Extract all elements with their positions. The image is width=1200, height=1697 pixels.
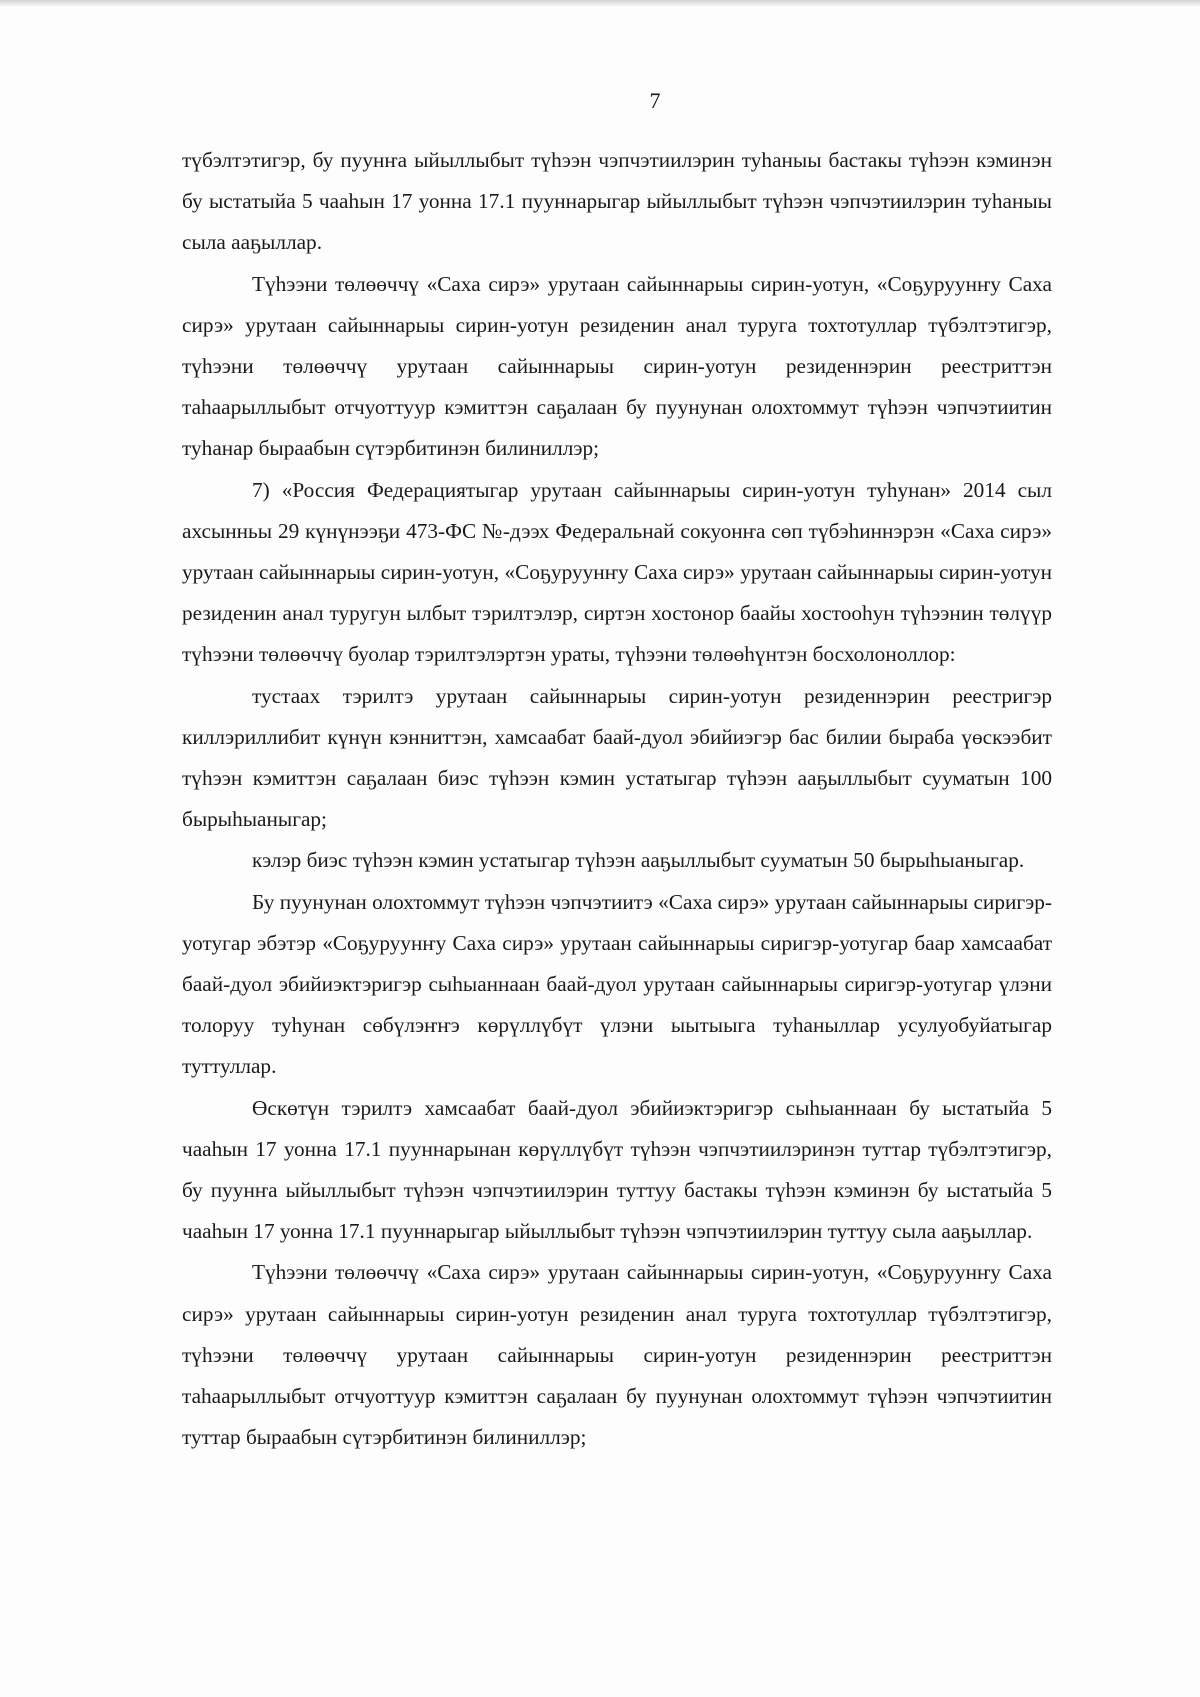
paragraph: түбэлтэтигэр, бу пуунҥа ыйыллыбыт түһээн чэпчэтиилэрин туһаныы бастакы түһээн кэминэн бу ыстатыйа 5 чааһын 17 уонна 17.1 пууннарыгар ыйыллыбыт түһээн чэпчэтиилэрин туһаныы сыла ааҕыллар. xyxy=(182,148,1052,255)
paragraph: Түһээни төлөөччү «Саха сирэ» урутаан сайыннарыы сирин-уотун, «Соҕуруунҥу Саха сирэ» урутаан сайыннарыы сирин-уотун резиденин анал туруга тохтотуллар түбэлтэтигэр, түһээни төлөөччү урутаан сайыннарыы сирин-уотун резиденнэрин реестриттэн таһаарыллыбыт отчуоттуур кэмиттэн саҕалаан бу пуунунан олохтоммут түһээн чэпчэтиитин туттар быраабын сүтэрбитинэн билиниллэр; xyxy=(182,1260,1052,1450)
paragraph: Өскөтүн тэрилтэ хамсаабат баай-дуол эбийиэктэригэр сыһыаннаан бу ыстатыйа 5 чааһын 17 уонна 17.1 пууннарынан көрүллүбүт түһээн чэпчэтиилэринэн туттар түбэлтэтигэр, бу пуунҥа ыйыллыбыт түһээн чэпчэтиилэрин туттуу бастакы түһээн кэминэн бу ыстатыйа 5 чааһын 17 уонна 17.1 пууннарыгар ыйыллыбыт түһээн чэпчэтиилэрин туттуу сыла ааҕыллар. xyxy=(182,1095,1052,1244)
paragraph: Түһээни төлөөччү «Саха сирэ» урутаан сайыннарыы сирин-уотун, «Соҕуруунҥу Саха сирэ» урутаан сайыннарыы сирин-уотун резиденин анал туруга тохтотуллар түбэлтэтигэр, түһээни төлөөччү урутаан сайыннарыы сирин-уотун резиденнэрин реестриттэн таһаарыллыбыт отчуоттуур кэмиттэн саҕалаан бу пуунунан олохтоммут түһээн чэпчэтиитин туһанар быраабын сүтэрбитинэн билиниллэр; xyxy=(182,271,1052,461)
document-body xyxy=(182,140,1052,1459)
paragraph: кэлэр биэс түһээн кэмин устатыгар түһээн ааҕыллыбыт сууматын 50 бырыһыаныгар. xyxy=(252,848,1025,873)
paragraph: 7) «Россия Федерациятыгар урутаан сайыннарыы сирин-уотун туһунан» 2014 сыл ахсынньы 29 күнүнээҕи 473-ФС №-дээх Федеральнай сокуонҥа сөп түбэһиннэрэн «Саха сирэ» урутаан сайыннарыы сирин-уотун, «Соҕуруунҥу Саха сирэ» урутаан сайыннарыы сирин-уотун резиденин анал туругун ылбыт тэрилтэлэр, сиртэн хостонор баайы хостооһун түһээнин төлүүр түһээни төлөөччү буолар тэрилтэлэртэн ураты, түһээни төлөөһүнтэн босхолоноллор: xyxy=(182,477,1052,667)
paragraph: Бу пуунунан олохтоммут түһээн чэпчэтиитэ «Саха сирэ» урутаан сайыннарыы сиригэр-уотугар эбэтэр «Соҕуруунҥу Саха сирэ» урутаан сайыннарыы сиригэр-уотугар баар хамсаабат баай-дуол эбийиэктэригэр сыһыаннаан баай-дуол урутаан сайыннарыы сиригэр-уотугар үлэни толоруу туһунан сөбүлэҥҥэ көрүллүбүт үлэни ыытыыга туһаныллар усулуобуйатыгар туттуллар. xyxy=(182,889,1052,1079)
scan-edge xyxy=(0,0,1200,6)
page-number: 7 xyxy=(649,88,661,113)
paragraph: тустаах тэрилтэ урутаан сайыннарыы сирин-уотун резиденнэрин реестригэр киллэриллибит күнүн кэнниттэн, хамсаабат баай-дуол эбийиэгэр бас билии быраба үөскээбит түһээн кэмиттэн саҕалаан биэс түһээн кэмин устатыгар түһээн ааҕыллыбыт сууматын 100 бырыһыаныгар; xyxy=(182,683,1052,832)
